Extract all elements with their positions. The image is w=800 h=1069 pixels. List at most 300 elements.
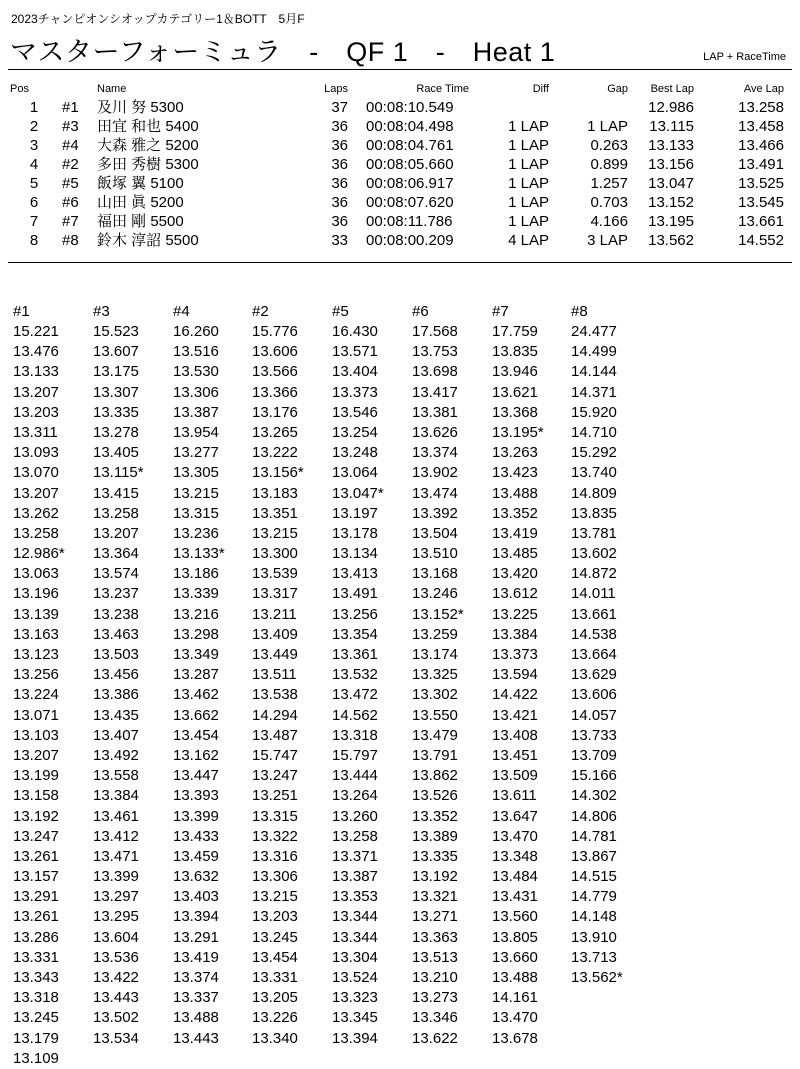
lap-time: 13.470 bbox=[492, 1009, 538, 1027]
row-ave-lap: 13.466 bbox=[738, 137, 784, 154]
result-row bbox=[0, 212, 800, 231]
lap-time: 13.474 bbox=[412, 484, 458, 502]
row-kart-no: #4 bbox=[62, 137, 79, 154]
lap-time: 13.123 bbox=[13, 646, 59, 663]
lap-time: 13.203 bbox=[13, 403, 59, 421]
lap-time: 13.199 bbox=[13, 767, 59, 785]
lap-time: 13.433 bbox=[173, 827, 219, 845]
lap-time: 13.176 bbox=[252, 403, 298, 421]
lap-column bbox=[13, 302, 93, 1069]
lap-column-kart-header: #8 bbox=[571, 303, 588, 320]
row-race-time: 00:08:11.786 bbox=[366, 213, 453, 230]
lap-time: 13.163 bbox=[13, 625, 59, 643]
row-diff: 1 LAP bbox=[508, 137, 549, 154]
lap-time: 13.226 bbox=[252, 1009, 298, 1027]
lap-time: 13.254 bbox=[332, 423, 378, 441]
lap-time: 14.011 bbox=[571, 585, 616, 603]
col-diff-header: Diff bbox=[532, 83, 549, 95]
lap-time: 13.331 bbox=[252, 969, 298, 986]
lap-time: 13.392 bbox=[412, 504, 458, 522]
lap-time: 13.315 bbox=[173, 504, 219, 522]
lap-time: 13.351 bbox=[252, 504, 298, 522]
lap-time: 13.260 bbox=[332, 807, 378, 825]
row-race-time: 00:08:10.549 bbox=[366, 99, 454, 116]
row-pos: 6 bbox=[29, 194, 39, 211]
lap-time: 13.305 bbox=[173, 464, 219, 482]
lap-time: 13.374 bbox=[412, 444, 458, 462]
row-kart-no: #2 bbox=[62, 156, 79, 173]
lap-time: 13.245 bbox=[13, 1009, 59, 1027]
lap-time: 13.373 bbox=[332, 383, 378, 401]
lap-column-kart-header: #4 bbox=[173, 303, 190, 320]
row-driver-name: 大森 雅之 5200 bbox=[97, 137, 199, 154]
lap-time: 13.662 bbox=[173, 706, 219, 724]
row-best-lap: 12.986 bbox=[648, 99, 694, 116]
lap-time: 13.205 bbox=[252, 989, 298, 1007]
lap-time: 13.258 bbox=[93, 504, 139, 522]
lap-time: 13.386 bbox=[93, 686, 139, 704]
lap-time: 15.221 bbox=[13, 323, 59, 340]
lap-time: 13.661 bbox=[571, 605, 617, 623]
lap-time: 13.047* bbox=[332, 484, 384, 502]
col-gap-header: Gap bbox=[607, 83, 628, 95]
lap-time: 13.366 bbox=[252, 383, 298, 401]
lap-time: 13.247 bbox=[252, 767, 298, 785]
lap-time: 13.192 bbox=[13, 807, 59, 825]
lap-time: 13.462 bbox=[173, 686, 219, 704]
row-laps: 36 bbox=[331, 137, 348, 154]
row-gap: 0.899 bbox=[590, 156, 628, 173]
lap-time: 13.454 bbox=[173, 726, 219, 744]
lap-time: 15.747 bbox=[252, 746, 298, 764]
lap-time: 13.258 bbox=[13, 524, 59, 542]
lap-time: 13.291 bbox=[13, 888, 59, 906]
lap-time: 13.602 bbox=[571, 545, 617, 563]
results-body bbox=[0, 98, 800, 250]
lap-time: 13.422 bbox=[93, 969, 139, 986]
lap-time: 13.070 bbox=[13, 464, 59, 482]
lap-time: 14.057 bbox=[571, 706, 617, 724]
col-ave-lap-header: Ave Lap bbox=[743, 83, 784, 95]
lap-time: 13.546 bbox=[332, 403, 378, 421]
lap-time: 13.713 bbox=[571, 948, 617, 966]
lap-time: 13.337 bbox=[173, 989, 219, 1007]
lap-time: 13.207 bbox=[93, 524, 139, 542]
row-gap: 1.257 bbox=[590, 175, 628, 192]
row-best-lap: 13.047 bbox=[648, 175, 694, 192]
lap-time: 13.273 bbox=[412, 989, 458, 1007]
row-laps: 36 bbox=[331, 118, 348, 135]
lap-time: 13.225 bbox=[492, 605, 538, 623]
lap-time: 13.632 bbox=[173, 868, 219, 886]
row-pos: 7 bbox=[29, 213, 39, 230]
lap-time: 13.420 bbox=[492, 565, 538, 583]
lap-time: 13.247 bbox=[13, 827, 59, 845]
lap-time: 13.318 bbox=[332, 726, 378, 744]
lap-time: 24.477 bbox=[571, 323, 617, 340]
lap-time: 13.306 bbox=[173, 383, 219, 401]
row-diff: 4 LAP bbox=[508, 232, 549, 249]
lap-time: 13.256 bbox=[13, 666, 59, 684]
lap-time: 13.353 bbox=[332, 888, 378, 906]
lap-time: 13.471 bbox=[93, 847, 139, 865]
lap-time: 13.064 bbox=[332, 464, 378, 482]
lap-time: 13.461 bbox=[93, 807, 139, 825]
lap-time: 13.509 bbox=[492, 767, 538, 785]
lap-time: 13.215 bbox=[252, 888, 298, 906]
lap-time: 13.539 bbox=[252, 565, 298, 583]
lap-time: 12.986* bbox=[13, 545, 65, 563]
lap-time: 13.222 bbox=[252, 444, 298, 462]
lap-time: 14.779 bbox=[571, 888, 617, 906]
lap-time: 13.835 bbox=[492, 343, 538, 361]
lap-time: 14.872 bbox=[571, 565, 617, 583]
lap-time: 13.363 bbox=[412, 928, 458, 946]
row-diff: 1 LAP bbox=[508, 118, 549, 135]
lap-time: 13.407 bbox=[93, 726, 139, 744]
lap-time: 13.487 bbox=[252, 726, 298, 744]
result-row bbox=[0, 98, 800, 117]
lap-time: 13.447 bbox=[173, 767, 219, 785]
lap-column bbox=[332, 302, 412, 1049]
lap-time: 13.162 bbox=[173, 746, 219, 764]
row-best-lap: 13.152 bbox=[648, 194, 694, 211]
lap-time: 13.451 bbox=[492, 746, 538, 764]
lap-time: 14.148 bbox=[571, 908, 617, 926]
lap-time: 14.499 bbox=[571, 343, 617, 361]
row-ave-lap: 14.552 bbox=[738, 232, 784, 249]
row-race-time: 00:08:04.761 bbox=[366, 137, 454, 154]
lap-time: 17.759 bbox=[492, 323, 538, 340]
lap-time: 13.443 bbox=[93, 989, 139, 1007]
row-driver-name: 及川 努 5300 bbox=[97, 99, 184, 116]
lap-time: 13.394 bbox=[173, 908, 219, 926]
row-gap: 1 LAP bbox=[587, 118, 628, 135]
row-best-lap: 13.562 bbox=[648, 232, 694, 249]
lap-time: 13.277 bbox=[173, 444, 219, 462]
lap-time: 13.139 bbox=[13, 605, 59, 623]
lap-time: 13.399 bbox=[93, 868, 139, 886]
lap-time: 13.387 bbox=[332, 868, 378, 886]
lap-time: 13.103 bbox=[13, 726, 59, 744]
lap-time: 14.371 bbox=[571, 383, 617, 401]
lap-time: 13.352 bbox=[492, 504, 538, 522]
lap-time: 13.389 bbox=[412, 827, 458, 845]
results-header-row bbox=[0, 82, 800, 98]
row-laps: 36 bbox=[331, 213, 348, 230]
lap-time: 13.612 bbox=[492, 585, 538, 603]
lap-time: 13.456 bbox=[93, 666, 139, 684]
lap-time: 13.476 bbox=[13, 343, 59, 361]
lap-time: 13.621 bbox=[492, 383, 538, 401]
lap-time: 14.422 bbox=[492, 686, 538, 704]
lap-time: 13.196 bbox=[13, 585, 59, 603]
lap-time: 13.133 bbox=[13, 363, 59, 381]
lap-time: 13.791 bbox=[412, 746, 458, 764]
result-row bbox=[0, 174, 800, 193]
lap-time: 13.516 bbox=[173, 343, 219, 361]
result-row bbox=[0, 155, 800, 174]
lap-time: 13.423 bbox=[492, 464, 538, 482]
lap-time: 13.660 bbox=[492, 948, 538, 966]
lap-column-kart-header: #3 bbox=[93, 303, 110, 320]
lap-time: 13.538 bbox=[252, 686, 298, 704]
lap-time: 13.071 bbox=[13, 706, 59, 724]
lap-time: 14.562 bbox=[332, 706, 378, 724]
lap-time: 13.346 bbox=[412, 1009, 458, 1027]
lap-time: 13.300 bbox=[252, 545, 298, 563]
lap-time: 13.215 bbox=[173, 484, 219, 502]
lap-time: 13.335 bbox=[412, 847, 458, 865]
lap-time: 14.302 bbox=[571, 787, 617, 805]
header-divider bbox=[8, 69, 792, 70]
lap-time: 14.538 bbox=[571, 625, 617, 643]
row-gap: 0.263 bbox=[590, 137, 628, 154]
lap-time: 13.211 bbox=[252, 605, 297, 623]
lap-time: 14.294 bbox=[252, 706, 298, 724]
lap-time: 13.524 bbox=[332, 969, 378, 986]
lap-time: 13.203 bbox=[252, 908, 298, 926]
lap-time: 13.647 bbox=[492, 807, 538, 825]
row-kart-no: #1 bbox=[62, 99, 79, 116]
row-driver-name: 鈴木 淳詔 5500 bbox=[97, 232, 199, 249]
lap-time: 13.709 bbox=[571, 746, 617, 764]
row-laps: 36 bbox=[331, 175, 348, 192]
row-race-time: 00:08:07.620 bbox=[366, 194, 454, 211]
lap-time: 13.530 bbox=[173, 363, 219, 381]
row-kart-no: #8 bbox=[62, 232, 79, 249]
lap-time: 13.259 bbox=[412, 625, 458, 643]
lap-time: 13.902 bbox=[412, 464, 458, 482]
lap-time: 15.292 bbox=[571, 444, 617, 462]
row-ave-lap: 13.545 bbox=[738, 194, 784, 211]
col-race-time-header: Race Time bbox=[416, 83, 469, 95]
row-pos: 4 bbox=[29, 156, 39, 173]
lap-time: 13.421 bbox=[492, 706, 538, 724]
lap-time: 13.238 bbox=[93, 605, 139, 623]
lap-time: 17.568 bbox=[412, 323, 458, 340]
lap-time: 14.710 bbox=[571, 423, 617, 441]
lap-time: 13.449 bbox=[252, 646, 298, 663]
lap-time: 13.381 bbox=[412, 403, 458, 421]
lap-time: 15.920 bbox=[571, 403, 617, 421]
row-diff: 1 LAP bbox=[508, 213, 549, 230]
row-pos: 3 bbox=[29, 137, 39, 154]
race-title: マスターフォーミュラ - QF 1 - Heat 1 bbox=[10, 37, 556, 67]
row-kart-no: #7 bbox=[62, 213, 79, 230]
result-row bbox=[0, 117, 800, 136]
lap-time: 13.470 bbox=[492, 827, 538, 845]
lap-time: 13.306 bbox=[252, 868, 298, 886]
row-laps: 36 bbox=[331, 156, 348, 173]
lap-time: 13.156* bbox=[252, 464, 304, 482]
lap-time: 13.698 bbox=[412, 363, 458, 381]
lap-time: 13.215 bbox=[252, 524, 298, 542]
lap-time: 13.109 bbox=[13, 1049, 59, 1067]
col-best-lap-header: Best Lap bbox=[650, 83, 694, 95]
lap-time: 13.622 bbox=[412, 1029, 458, 1047]
lap-time: 15.166 bbox=[571, 767, 617, 785]
lap-time: 13.246 bbox=[412, 585, 458, 603]
row-race-time: 00:08:04.498 bbox=[366, 118, 454, 135]
lap-time: 13.258 bbox=[332, 827, 378, 845]
lap-time: 13.349 bbox=[173, 646, 219, 663]
row-pos: 1 bbox=[29, 99, 39, 116]
lap-time: 13.322 bbox=[252, 827, 298, 845]
lap-time: 13.419 bbox=[173, 948, 219, 966]
lap-time: 13.344 bbox=[332, 908, 378, 926]
lap-time: 13.195* bbox=[492, 423, 544, 441]
lap-time: 13.339 bbox=[173, 585, 219, 603]
results-table bbox=[0, 82, 800, 250]
report-format-label: LAP + RaceTime bbox=[703, 51, 786, 63]
lap-time: 13.835 bbox=[571, 504, 617, 522]
lap-time: 13.343 bbox=[13, 969, 59, 986]
lap-time: 13.354 bbox=[332, 625, 378, 643]
lap-column bbox=[252, 302, 332, 1049]
lap-time: 13.178 bbox=[332, 524, 378, 542]
lap-column bbox=[412, 302, 492, 1049]
lap-column-kart-header: #6 bbox=[412, 303, 429, 320]
lap-time: 13.607 bbox=[93, 343, 139, 361]
row-diff: 1 LAP bbox=[508, 156, 549, 173]
lap-time: 13.733 bbox=[571, 726, 617, 744]
lap-time: 13.307 bbox=[93, 383, 139, 401]
row-laps: 37 bbox=[331, 99, 348, 116]
lap-time: 13.264 bbox=[332, 787, 378, 805]
row-gap: 0.703 bbox=[590, 194, 628, 211]
row-ave-lap: 13.258 bbox=[738, 99, 784, 116]
lap-time: 13.192 bbox=[412, 868, 458, 886]
lap-time: 13.488 bbox=[492, 969, 538, 986]
lap-column-kart-header: #2 bbox=[252, 303, 269, 320]
lap-time: 13.393 bbox=[173, 787, 219, 805]
lap-time: 13.472 bbox=[332, 686, 378, 704]
lap-time: 13.463 bbox=[93, 625, 139, 643]
row-race-time: 00:08:06.917 bbox=[366, 175, 454, 192]
lap-time: 13.207 bbox=[13, 746, 59, 764]
lap-time: 13.261 bbox=[13, 908, 59, 926]
lap-time: 13.413 bbox=[332, 565, 378, 583]
lap-time: 13.550 bbox=[412, 706, 458, 724]
lap-column-kart-header: #5 bbox=[332, 303, 349, 320]
lap-time: 13.302 bbox=[412, 686, 458, 704]
lap-time: 13.345 bbox=[332, 1009, 378, 1027]
lap-time: 13.629 bbox=[571, 666, 617, 684]
lap-time: 13.534 bbox=[93, 1029, 139, 1047]
lap-time: 13.207 bbox=[13, 383, 59, 401]
lap-time: 13.664 bbox=[571, 646, 617, 663]
lap-time: 13.352 bbox=[412, 807, 458, 825]
lap-time: 13.574 bbox=[93, 565, 139, 583]
lap-time: 13.216 bbox=[173, 605, 219, 623]
lap-time: 13.485 bbox=[492, 545, 538, 563]
lap-column bbox=[93, 302, 173, 1049]
lap-time: 13.409 bbox=[252, 625, 298, 643]
lap-time: 13.459 bbox=[173, 847, 219, 865]
lap-time: 13.335 bbox=[93, 403, 139, 421]
lap-time: 13.781 bbox=[571, 524, 617, 542]
lap-time: 13.256 bbox=[332, 605, 378, 623]
row-pos: 8 bbox=[29, 232, 39, 249]
lap-column bbox=[571, 302, 651, 988]
lap-time: 13.152* bbox=[412, 605, 464, 623]
lap-time: 15.776 bbox=[252, 323, 298, 340]
lap-time: 13.513 bbox=[412, 948, 458, 966]
col-name-header: Name bbox=[97, 83, 127, 95]
row-best-lap: 13.115 bbox=[649, 118, 694, 135]
lap-time: 13.248 bbox=[332, 444, 378, 462]
lap-time: 13.304 bbox=[332, 948, 378, 966]
lap-time: 13.910 bbox=[571, 928, 617, 946]
lap-time: 16.430 bbox=[332, 323, 378, 340]
row-kart-no: #6 bbox=[62, 194, 79, 211]
lap-time: 13.316 bbox=[252, 847, 298, 865]
lap-time: 13.536 bbox=[93, 948, 139, 966]
lap-time: 16.260 bbox=[173, 323, 219, 340]
lap-time: 13.371 bbox=[332, 847, 378, 865]
lap-time: 14.161 bbox=[492, 989, 538, 1007]
lap-time: 13.287 bbox=[173, 666, 219, 684]
lap-time: 13.179 bbox=[13, 1029, 59, 1047]
lap-time: 13.157 bbox=[13, 868, 59, 886]
lap-time: 13.412 bbox=[93, 827, 139, 845]
row-kart-no: #5 bbox=[62, 175, 79, 192]
lap-time: 13.562* bbox=[571, 969, 623, 986]
row-driver-name: 田宜 和也 5400 bbox=[97, 118, 199, 135]
lap-time: 13.753 bbox=[412, 343, 458, 361]
lap-time: 13.168 bbox=[412, 565, 458, 583]
row-gap: 3 LAP bbox=[587, 232, 628, 249]
lap-time: 13.611 bbox=[492, 787, 537, 805]
lap-time: 13.417 bbox=[412, 383, 458, 401]
lap-time: 13.174 bbox=[412, 646, 458, 663]
lap-time: 13.604 bbox=[93, 928, 139, 946]
lap-time: 13.954 bbox=[173, 423, 219, 441]
lap-time: 13.740 bbox=[571, 464, 617, 482]
lap-time: 13.394 bbox=[332, 1029, 378, 1047]
lap-time: 13.484 bbox=[492, 868, 538, 886]
lap-time: 13.271 bbox=[412, 908, 458, 926]
row-driver-name: 多田 秀樹 5300 bbox=[97, 156, 199, 173]
lap-time: 13.321 bbox=[412, 888, 458, 906]
lap-time: 13.340 bbox=[252, 1029, 298, 1047]
lap-time: 13.444 bbox=[332, 767, 378, 785]
lap-time: 13.331 bbox=[13, 948, 59, 966]
lap-time: 14.144 bbox=[571, 363, 617, 381]
lap-time: 13.344 bbox=[332, 928, 378, 946]
lap-time: 13.435 bbox=[93, 706, 139, 724]
lap-time: 13.348 bbox=[492, 847, 538, 865]
lap-column-kart-header: #7 bbox=[492, 303, 509, 320]
lap-time: 13.158 bbox=[13, 787, 59, 805]
lap-time: 15.797 bbox=[332, 746, 378, 764]
row-driver-name: 飯塚 翼 5100 bbox=[97, 175, 184, 192]
result-row bbox=[0, 136, 800, 155]
lap-time: 13.560 bbox=[492, 908, 538, 926]
lap-time: 14.806 bbox=[571, 807, 617, 825]
lap-time: 13.399 bbox=[173, 807, 219, 825]
row-ave-lap: 13.525 bbox=[738, 175, 784, 192]
lap-time: 13.502 bbox=[93, 1009, 139, 1027]
lap-time: 13.488 bbox=[492, 484, 538, 502]
lap-time: 13.678 bbox=[492, 1029, 538, 1047]
row-driver-name: 福田 剛 5500 bbox=[97, 213, 184, 230]
lap-time: 13.805 bbox=[492, 928, 538, 946]
lap-time: 13.454 bbox=[252, 948, 298, 966]
lap-time: 13.093 bbox=[13, 444, 59, 462]
lap-time: 13.210 bbox=[412, 969, 458, 986]
